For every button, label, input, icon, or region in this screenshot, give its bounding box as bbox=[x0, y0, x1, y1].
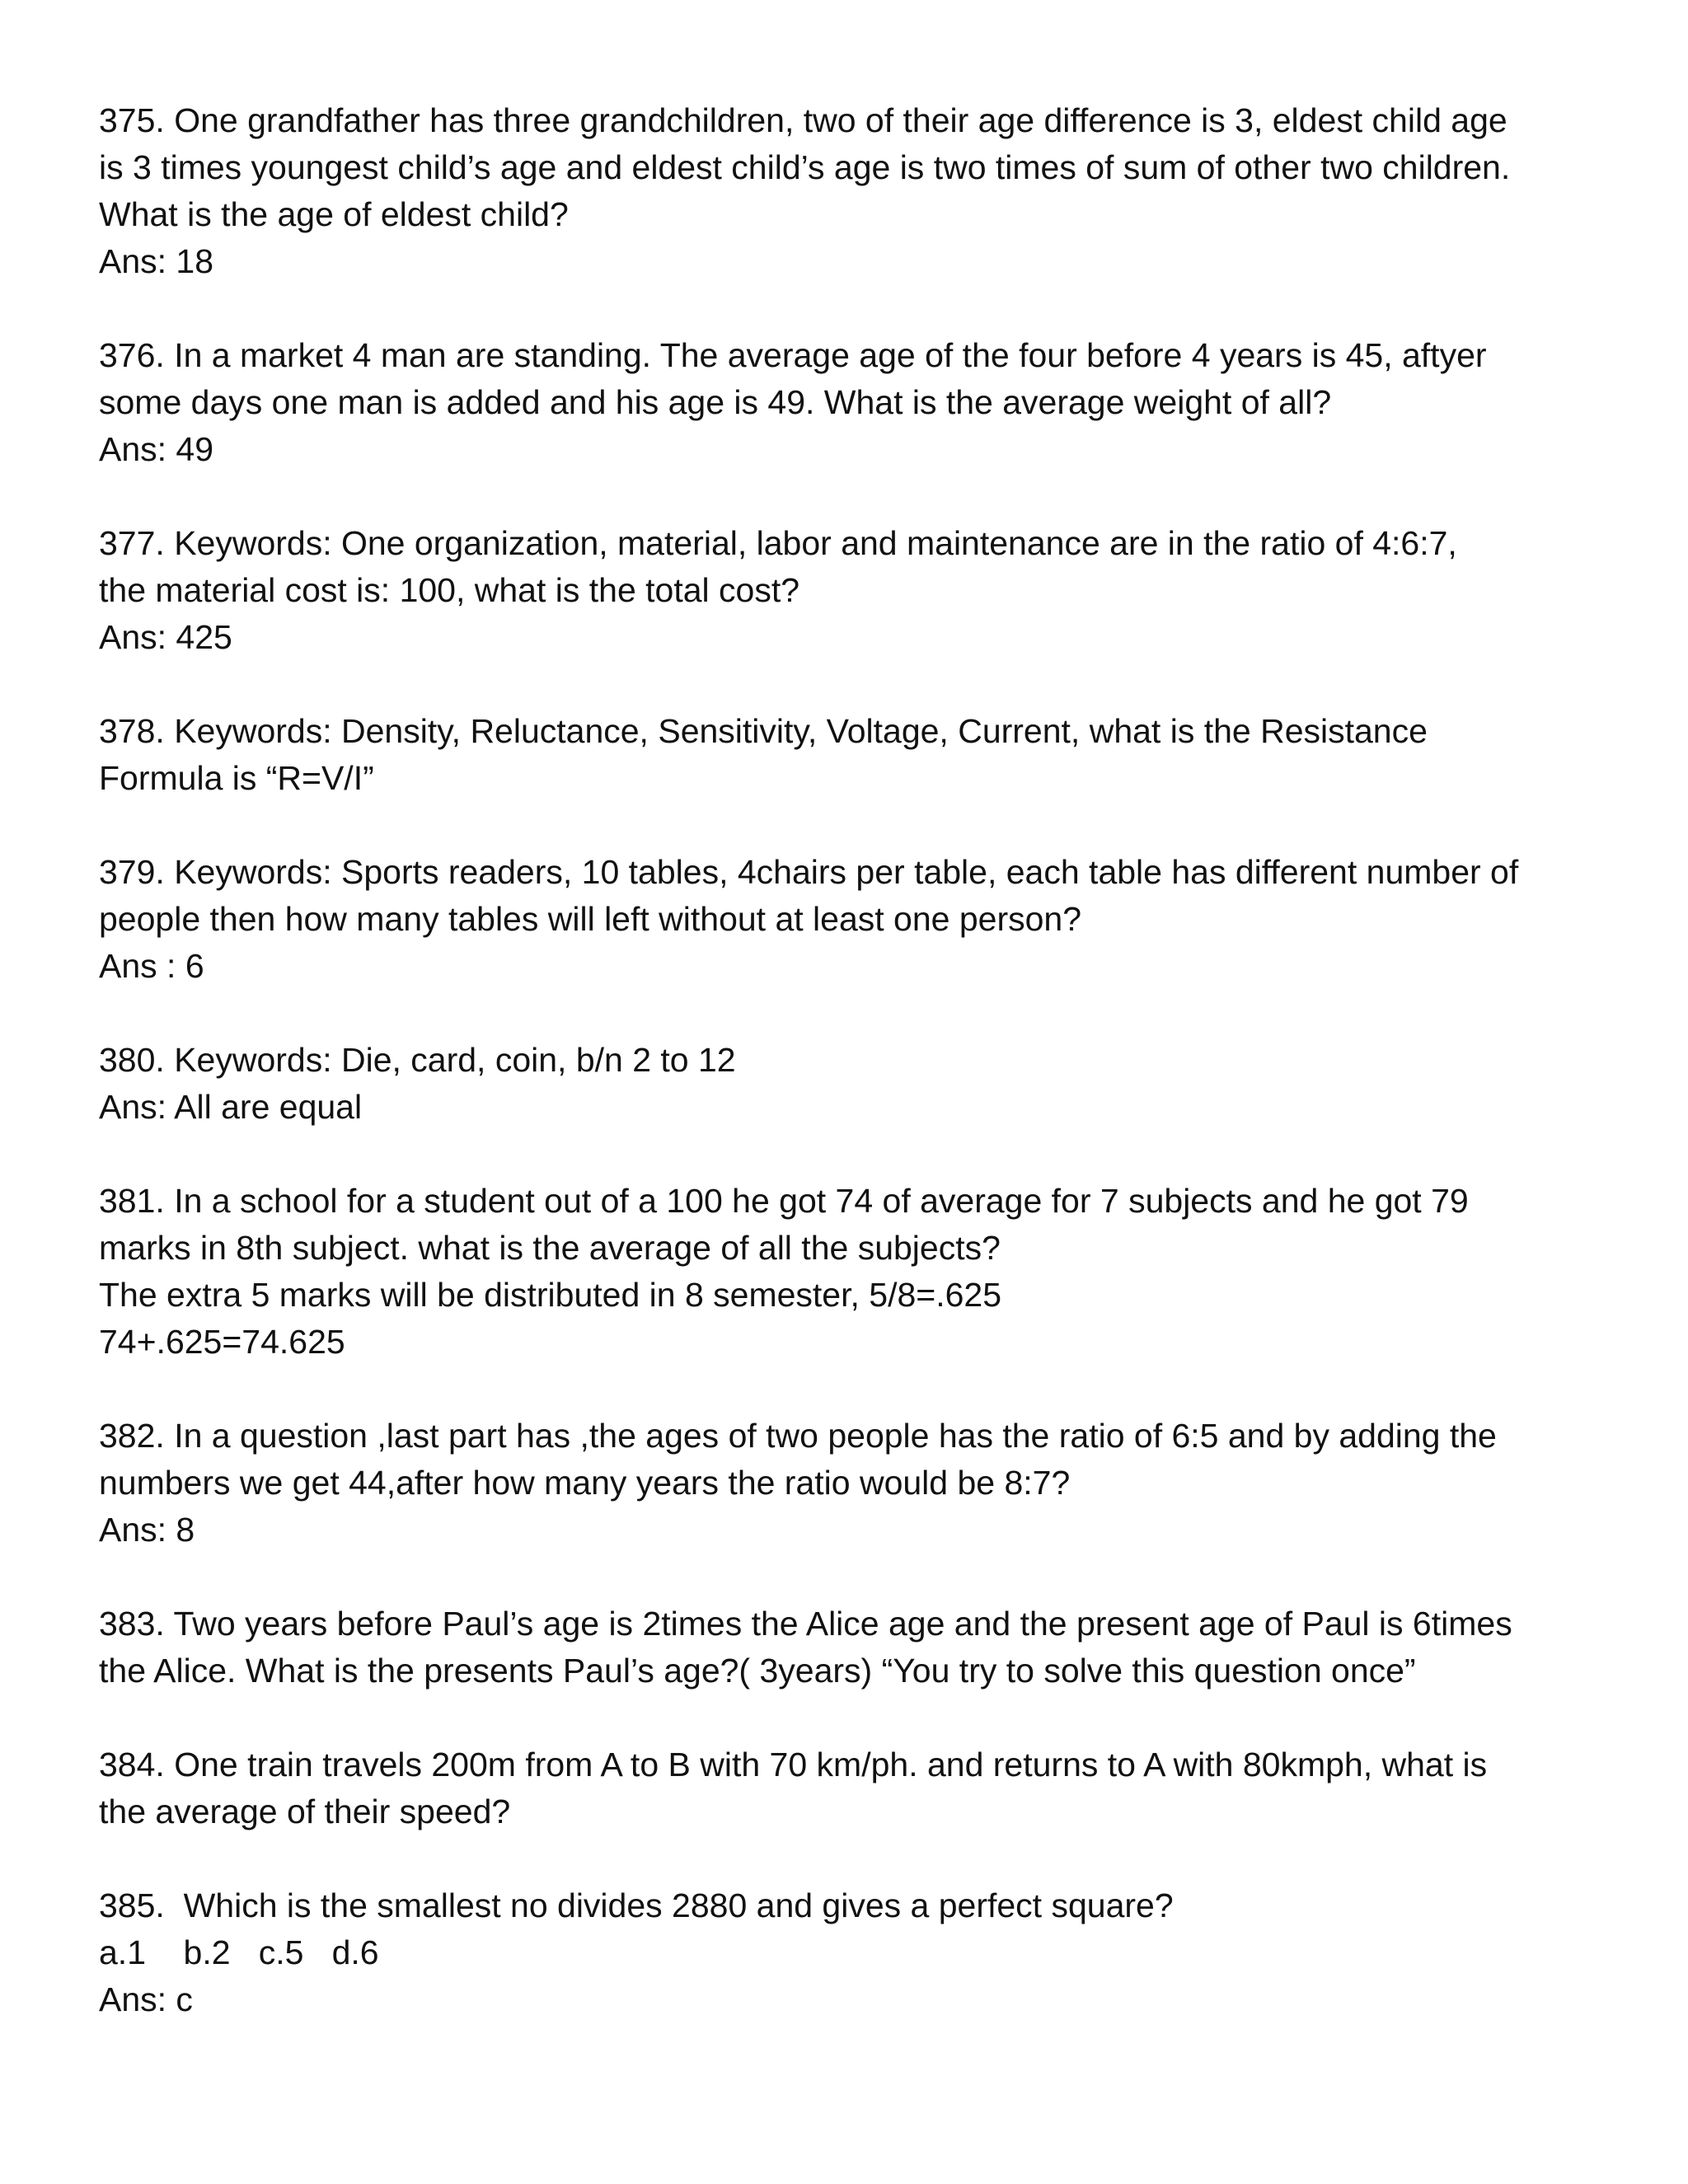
question-382 bbox=[99, 1413, 1615, 1554]
question-text-line: the average of their speed? bbox=[99, 1793, 511, 1830]
question-text-line: 380. Keywords: Die, card, coin, b/n 2 to 12 bbox=[99, 1041, 736, 1079]
question-text-line: 375. One grandfather has three grandchildren, two of their age difference is 3, eldest child age bbox=[99, 101, 1507, 139]
question-text-line: the material cost is: 100, what is the total cost? bbox=[99, 571, 800, 609]
explanation-line: 74+.625=74.625 bbox=[99, 1323, 345, 1361]
answer-line: Ans: c bbox=[99, 1980, 193, 2018]
question-text-line: 383. Two years before Paul’s age is 2times the Alice age and the present age of Paul is 6times bbox=[99, 1605, 1512, 1643]
question-text-line: the Alice. What is the presents Paul’s age?( 3years) “You try to solve this question once” bbox=[99, 1652, 1416, 1690]
question-379 bbox=[99, 849, 1615, 990]
question-text-line: Formula is “R=V/I” bbox=[99, 759, 374, 797]
question-text-line: 376. In a market 4 man are standing. The average age of the four before 4 years is 45, aftyer bbox=[99, 336, 1487, 374]
question-text-line: numbers we get 44,after how many years the ratio would be 8:7? bbox=[99, 1464, 1071, 1502]
question-text-line: 378. Keywords: Density, Reluctance, Sensitivity, Voltage, Current, what is the Resistance bbox=[99, 712, 1428, 750]
question-text-line: 384. One train travels 200m from A to B with 70 km/ph. and returns to A with 80kmph, what is bbox=[99, 1746, 1488, 1783]
answer-line: Ans: 8 bbox=[99, 1511, 195, 1549]
question-377 bbox=[99, 520, 1615, 661]
question-text-line: 377. Keywords: One organization, material, labor and maintenance are in the ratio of 4:6:7, bbox=[99, 524, 1457, 562]
options-line: a.1 b.2 c.5 d.6 bbox=[99, 1933, 379, 1971]
question-383 bbox=[99, 1601, 1615, 1694]
question-378 bbox=[99, 708, 1615, 802]
question-375 bbox=[99, 97, 1615, 285]
question-text-line: 379. Keywords: Sports readers, 10 tables, 4chairs per table, each table has different number of bbox=[99, 853, 1519, 891]
question-384 bbox=[99, 1741, 1615, 1835]
question-380 bbox=[99, 1037, 1615, 1131]
question-text-line: is 3 times youngest child’s age and eldest child’s age is two times of sum of other two children. bbox=[99, 148, 1511, 186]
question-text-line: some days one man is added and his age is 49. What is the average weight of all? bbox=[99, 383, 1332, 421]
explanation-line: The extra 5 marks will be distributed in 8 semester, 5/8=.625 bbox=[99, 1276, 1002, 1314]
answer-line: Ans: 425 bbox=[99, 618, 232, 656]
question-381 bbox=[99, 1178, 1615, 1366]
answer-line: Ans: All are equal bbox=[99, 1088, 363, 1126]
question-text-line: people then how many tables will left without at least one person? bbox=[99, 900, 1082, 938]
question-text-line: 381. In a school for a student out of a 100 he got 74 of average for 7 subjects and he got 79 bbox=[99, 1182, 1469, 1220]
question-text-line: What is the age of eldest child? bbox=[99, 195, 569, 233]
question-text-line: 382. In a question ,last part has ,the ages of two people has the ratio of 6:5 and by adding the bbox=[99, 1417, 1497, 1455]
document-page bbox=[99, 97, 1615, 2070]
question-text-line: marks in 8th subject. what is the average of all the subjects? bbox=[99, 1229, 1001, 1267]
answer-line: Ans: 49 bbox=[99, 430, 214, 468]
question-385 bbox=[99, 1882, 1615, 2023]
question-376 bbox=[99, 332, 1615, 473]
answer-line: Ans : 6 bbox=[99, 947, 204, 985]
question-text-line: 385. Which is the smallest no divides 2880 and gives a perfect square? bbox=[99, 1886, 1174, 1924]
answer-line: Ans: 18 bbox=[99, 242, 214, 280]
